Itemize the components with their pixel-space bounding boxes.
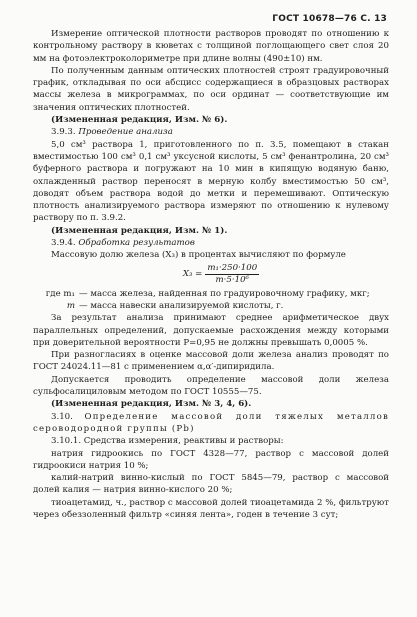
list-item-reagent: тиоацетамид, ч., раствор с массовой долей тиоацетамида 2 %, фильтруют через обеззоленный фильтр «синяя лента», годен в течение 3 сут; [33, 497, 389, 520]
definition-text: — масса железа, найденная по градуировочному графику, мкг; [79, 288, 370, 299]
paragraph-formula-intro: Массовую долю железа (X₃) в процентах вычисляют по формуле [51, 250, 346, 261]
paragraph-calibration: По полученным данным оптических плотностей строят градуировочный график, откладывая по оси абсцисс содержащиеся в образцовых растворах массы железа в микрограммах, по оси ординат — соответствующие им значения оптических плотностей. [33, 65, 389, 113]
section-number: 3.9.4. [51, 238, 76, 249]
definition-symbol: m [66, 300, 75, 311]
edition-note: (Измененная редакция, Изм. № 3, 4, 6). [51, 399, 252, 410]
section-title: Обработка результатов [78, 238, 195, 249]
paragraph-procedure: 5,0 см³ раствора 1, приготовленного по п. 3.5, помещают в стакан вместимостью 100 см³ 0,1 см³ уксусной кислоты, 5 см³ фенантролина, 20 см³ буферного раствора и погружают на 10 мин в кипящую водяную баню, охлажденный раствор переносят в мерную колбу вместимостью 50 см³, доводят объем раствора водой до метки и перемешивают. Оптическую плотность анализируемого раствора измеряют по отношению к нулевому раствору по п. 3.9.2. [33, 139, 389, 224]
formula-numerator: m₁·250·100 [207, 262, 258, 273]
page-header: ГОСТ 10678—76 С. 13 [272, 14, 387, 24]
edition-note: (Измененная редакция, Изм. № 1). [51, 225, 228, 236]
definition-symbol: где m₁ [45, 288, 75, 299]
paragraph-alternative: Допускается проводить определение массовой доли железа сульфосалициловым методом по ГОСТ 10555—75. [33, 374, 389, 398]
list-item-reagent: калий-натрий винно-кислый по ГОСТ 5845—79, раствор с массовой долей калия — натрия винно-кислого 20 %; [33, 473, 389, 496]
section-heading-3-10-1: 3.10.1. Средства измерения, реактивы и растворы: [51, 436, 284, 447]
definition-text: — масса навески анализируемой кислоты, г. [79, 300, 284, 311]
formula-fraction [205, 263, 259, 286]
paragraph-measurement: Измерение оптической плотности растворов проводят по отношению к контрольному раствору в кюветах с толщиной поглощающего свет слоя 20 мм на фотоэлектроколориметре при длине волны (490±10) нм. [33, 29, 389, 64]
list-item-reagent: натрия гидроокись по ГОСТ 4328—77, раствор с массовой долей гидроокиси натрия 10 %; [33, 448, 389, 471]
paragraph-result: За результат анализа принимают среднее арифметическое двух параллельных определений, допускаемые расхождения между которыми при доверительной вероятности P=0,95 не должны превышать 0,0005 %. [33, 313, 389, 348]
section-number: 3.9.3. [51, 127, 76, 138]
definition-m [33, 300, 389, 312]
edition-note: (Измененная редакция, Изм. № 6). [51, 115, 228, 126]
section-number: 3.10. [51, 411, 73, 422]
document-body [33, 28, 389, 521]
section-heading-3-10 [33, 411, 389, 436]
paragraph-dispute: При разногласиях в оценке массовой доли железа анализ проводят по ГОСТ 24024.11—81 с применением α,α′-дипиридила. [33, 350, 389, 373]
section-title: Определение массовой доли тяжелых металлов сероводородной группы (Pb) [33, 411, 390, 434]
section-title: Проведение анализа [78, 127, 173, 138]
formula-denominator: m·5·10⁶ [215, 274, 249, 285]
section-heading-3-9-3 [33, 126, 389, 138]
formula-lhs: X₃ = [182, 268, 203, 279]
definition-m1 [33, 288, 389, 300]
section-heading-3-9-4 [33, 237, 389, 249]
formula [53, 263, 389, 286]
